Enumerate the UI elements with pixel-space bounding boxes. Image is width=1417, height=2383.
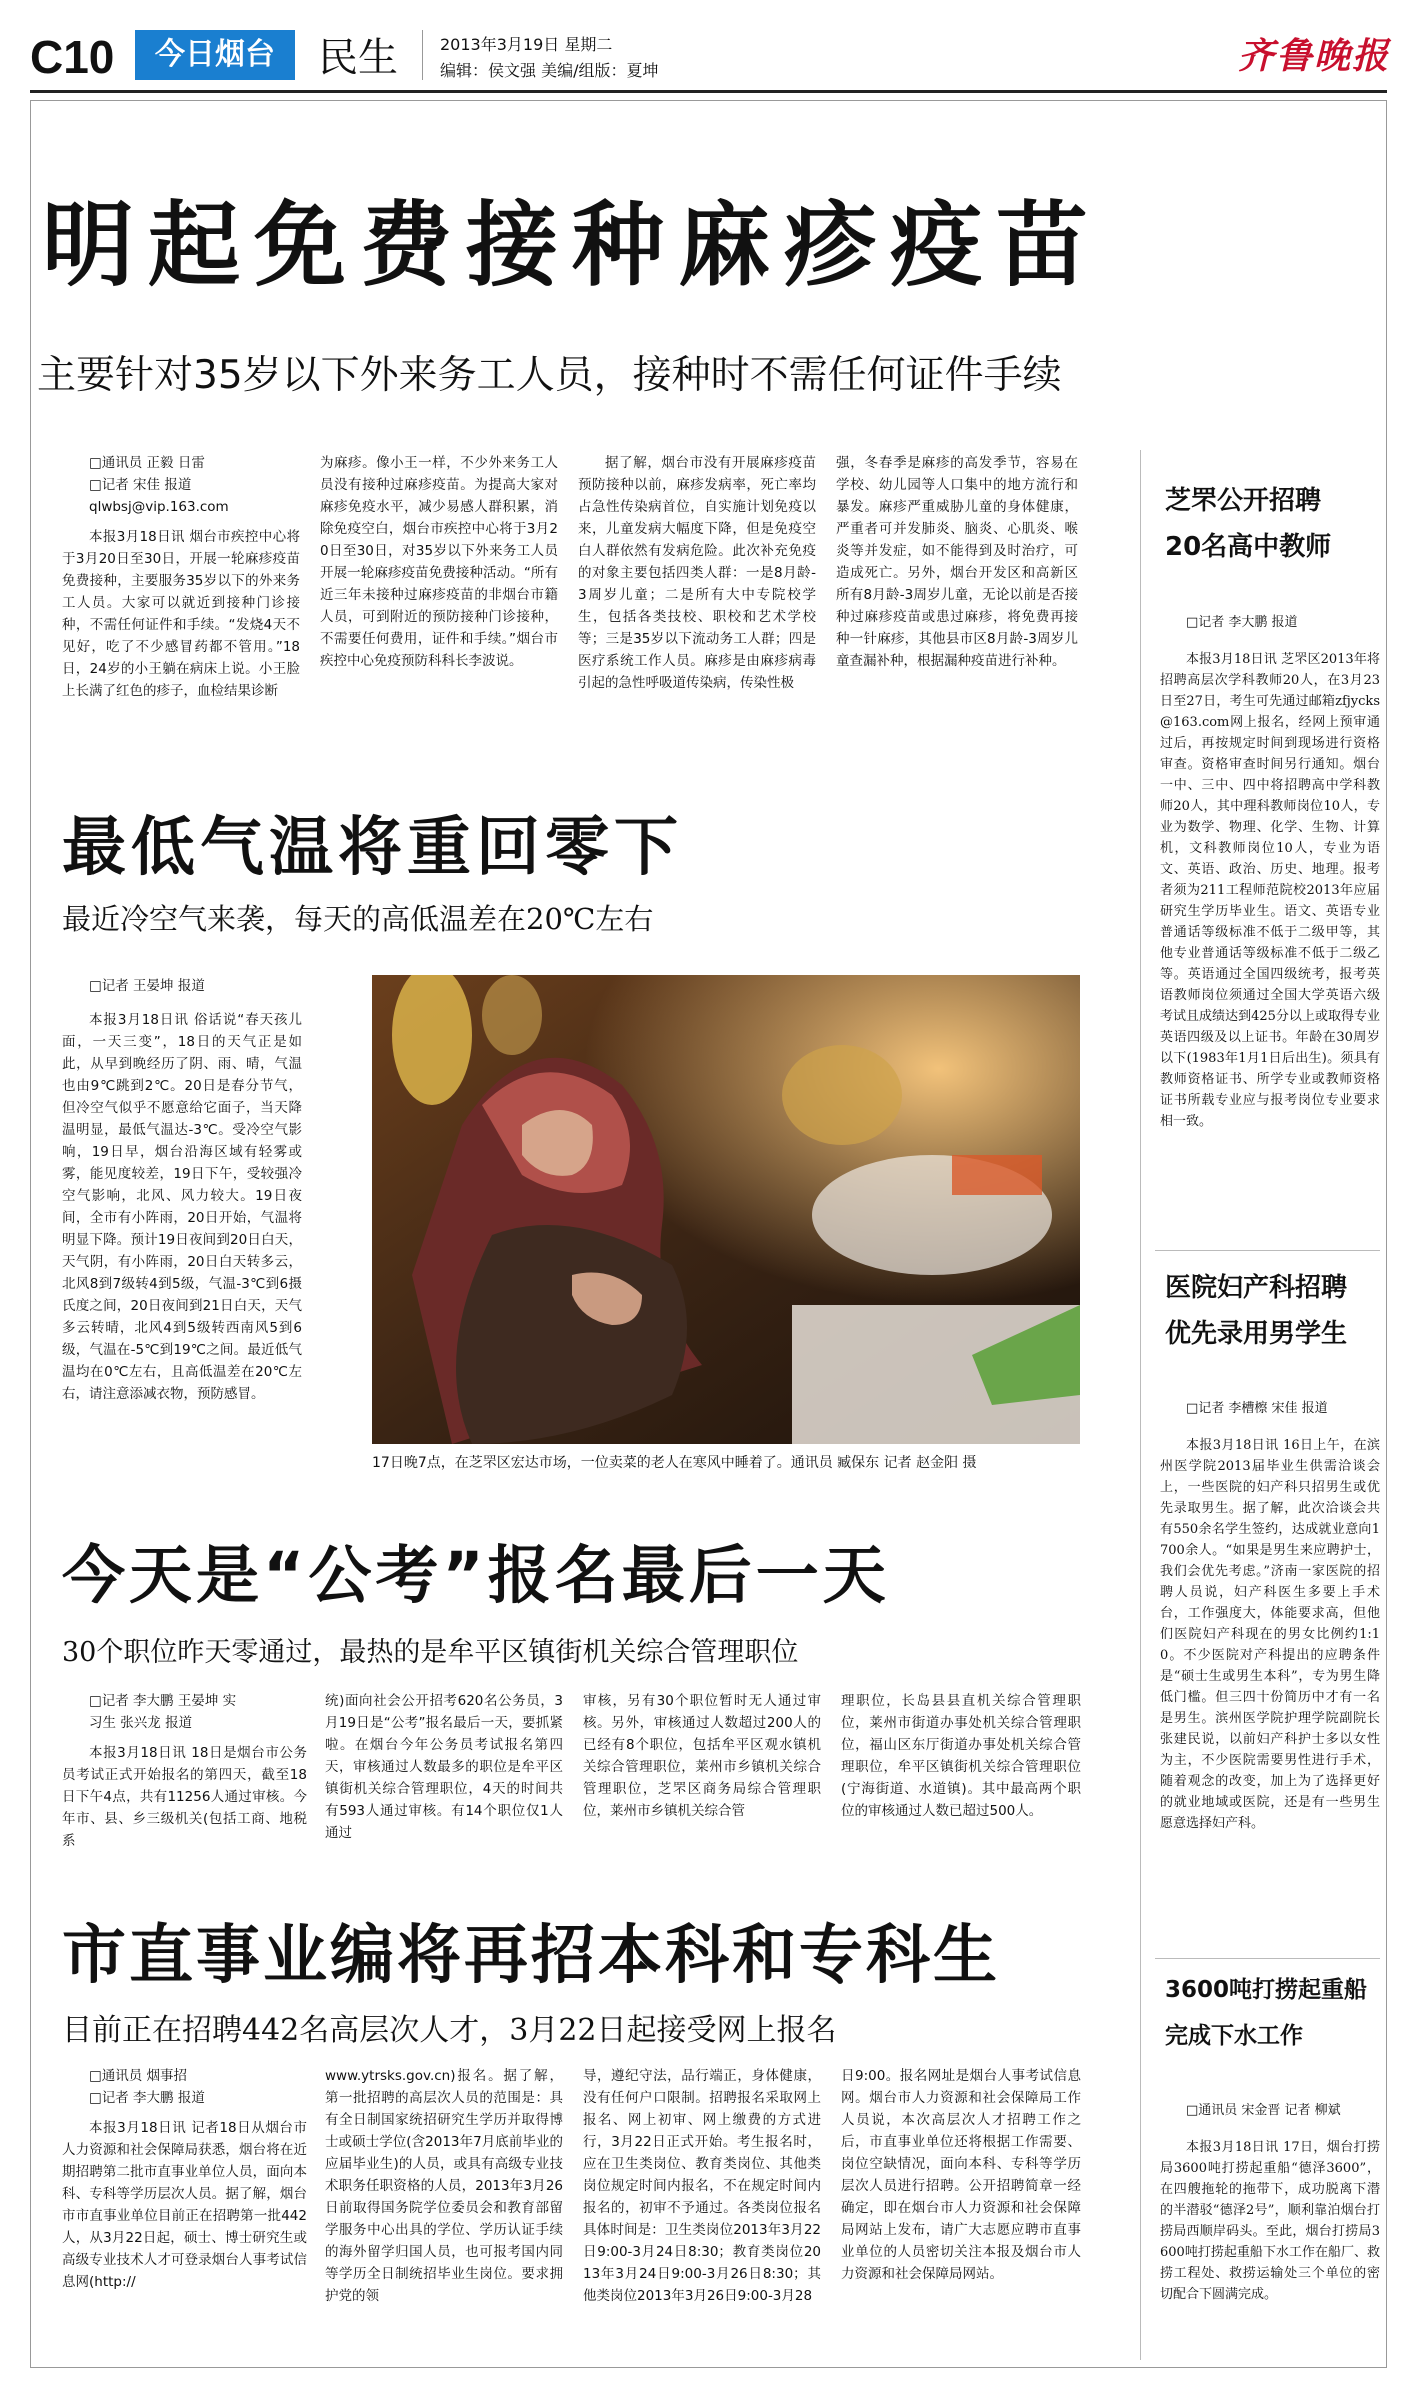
- article4-column-1: [62, 2065, 307, 2355]
- article-text: 本报3月18日讯 18日是烟台市公务员考试正式开始报名的第四天，截至18日下午4点，共有11256人通过审核。今年市、县、乡三级机关(包括工商、地税系: [62, 1745, 307, 1849]
- article1-column-3: [578, 452, 816, 752]
- article-text: 本报3月18日讯 16日上午，在滨州医学院2013届毕业生供需洽谈会上，一些医院的妇产科只招男生或优先录取男生。据了解，此次洽谈会共有550余名学生签约，达成就业意向1700余人。“如果是男生来应聘护士，我们会优先考虑。”济南一家医院的招聘人员说，妇产科医生多要上手术台，工作强度大，体能要求高，但他们医院妇产科现在的男女比例约1:10。不少医院对产科提出的应聘条件是“硕士生或男生本科”，专为男生降低门槛。但三四十份简历中才有一名是男生。滨州医学院护理学院副院长张建民说，以前妇产科护士多以女性为主，不少医院需要男性进行手术，随着观念的改变，加上为了选择更好的就业地域或医院，还是有一些男生愿意选择妇产科。: [1160, 1438, 1380, 1831]
- byline: □记者 李大鹏 王晏坤 实: [89, 1693, 237, 1709]
- byline: □记者 李大鹏 报道: [89, 2090, 205, 2106]
- byline: □记者 王晏坤 报道: [89, 978, 205, 994]
- headline-measles-vaccine: 明起免费接种麻疹疫苗: [42, 192, 1103, 299]
- article-text: 日9:00。报名网址是烟台人事考试信息网。烟台市人力资源和社会保障局工作人员说，本次高层次人才招聘工作之后，市直事业单位还将根据工作需要、岗位空缺情况，面向本科、专科等学历层次人员进行招聘。公开招聘简章一经确定，即在烟台市人力资源和社会保障局网站上发布，请广大志愿应聘市直事业单位的人员密切关注本报及烟台市人力资源和社会保障局网站。: [841, 2068, 1081, 2282]
- byline: □通讯员 正毅 日雷: [89, 455, 205, 471]
- header-meta: [440, 32, 658, 84]
- header-divider: [422, 30, 423, 80]
- article-text: 导，遵纪守法，品行端正，身体健康，没有任何户口限制。招聘报名采取网上报名、网上初审、网上缴费的方式进行，3月22日正式开始。考生报名时，应在卫生类岗位、教育类岗位、其他类岗位规定时间内报名，不在规定时间内报名的，初审不予通过。各类岗位报名具体时间是：卫生类岗位2013年3月22日9:00-3月24日8:30；教育类岗位2013年3月24日9:00-3月26日8:30；其他类岗位2013年3月26日9:00-3月28: [583, 2068, 821, 2304]
- article3-column-1: [62, 1690, 307, 1870]
- headline-civil-exam: 今天是“公考”报名最后一天: [62, 1539, 890, 1612]
- article-text: 统)面向社会公开招考620名公务员，3月19日是“公考”报名最后一天，要抓紧啦。在烟台今年公务员考试报名第四天，审核通过人数最多的职位是牟平区镇街机关综合管理职位，4天的时间共有593人通过审核。有14个职位仅1人通过: [325, 1693, 563, 1841]
- sidebar-title-line: 3600吨打捞起重船: [1165, 1977, 1368, 2003]
- section-badge: 今日烟台: [135, 30, 295, 80]
- sidebar-separator: [1155, 1250, 1380, 1251]
- article-text: 本报3月18日讯 芝罘区2013年将招聘高层次学科教师20人，在3月23日至27日，考生可先通过邮箱zfjycks@163.com网上报名，经网上预审通过后，再按规定时间到现场进行资格审查。资格审查时间另行通知。烟台一中、三中、四中将招聘高中学科教师20人，其中理科教师岗位10人，专业为数学、物理、化学、生物、计算机，文科教师岗位10人，专业为语文、英语、政治、历史、地理。报考者须为211工程师范院校2013年应届研究生学历毕业生。语文、英语专业普通话等级标准不低于二级甲等，其他专业普通话等级标准不低于二级乙等。英语通过全国四级统考，报考英语教师岗位须通过全国大学英语六级考试且成绩达到425分以上或取得专业英语四级及以上证书。年龄在30周岁以下(1983年1月1日后出生)。须具有教师资格证书、所学专业或教师资格证书所载专业应与报考岗位专业要求相一致。: [1160, 652, 1380, 1129]
- byline: □记者 宋佳 报道: [89, 477, 192, 493]
- article4-column-3: [583, 2065, 821, 2355]
- photo-illustration: [372, 975, 1080, 1444]
- article-text: 本报3月18日讯 17日，烟台打捞局3600吨打捞起重船“德泽3600”，在四艘拖轮的拖带下，成功脱离下潜的半潜驳“德泽2号”，顺利靠泊烟台打捞局西顺岸码头。至此，烟台打捞局3600吨打捞起重船下水工作在船厂、救捞工程处、救捞运输处三个单位的密切配合下圆满完成。: [1160, 2140, 1380, 2302]
- byline: □记者 李槽檫 宋佳 报道: [1186, 1401, 1328, 1416]
- header-rule: [30, 90, 1387, 93]
- article-text: 本报3月18日讯 烟台市疾控中心将于3月20日至30日，开展一轮麻疹疫苗免费接种，主要服务35岁以下的外来务工人员。大家可以就近到接种门诊接种，不需任何证件和手续。“发烧4天不见好，吃了不少感冒药都不管用。”18日，24岁的小王躺在病床上说。小王脸上长满了红色的疹子，血检结果诊断: [62, 529, 300, 699]
- byline: □记者 李大鹏 报道: [1186, 615, 1298, 630]
- article3-column-4: [841, 1690, 1081, 1870]
- sidebar-title-line: 芝罘公开招聘: [1165, 486, 1322, 516]
- subhead-temperature: 最近冷空气来袭，每天的高低温差在20℃左右: [62, 902, 654, 936]
- sidebar-article-hospital: [1160, 1398, 1380, 1938]
- headline-public-institutions: 市直事业编将再招本科和专科生: [62, 1919, 1000, 1993]
- subhead-public-institutions: 目前正在招聘442名高层次人才，3月22日起接受网上报名: [62, 2013, 837, 2048]
- article-text: 审核，另有30个职位暂时无人通过审核。另外，审核通过人数超过200人的已经有8个职位，包括牟平区观水镇机关综合管理职位，莱州市乡镇机关综合管理职位，芝罘区商务局综合管理职位，莱州市乡镇机关综合管: [583, 1693, 821, 1819]
- byline: □通讯员 宋金晋 记者 柳斌: [1186, 2103, 1341, 2118]
- article-text: 理职位，长岛县县直机关综合管理职位，莱州市街道办事处机关综合管理职位，福山区东厅街道办事处机关综合管理职位，牟平区镇街机关综合管理职位(宁海街道、水道镇)。其中最高两个职位的审核通过人数已超过500人。: [841, 1693, 1081, 1819]
- sidebar-article-teachers: [1160, 612, 1380, 1232]
- byline: 习生 张兴龙 报道: [89, 1715, 193, 1731]
- sidebar-article-crane-ship: [1160, 2100, 1380, 2360]
- article1-column-4: [836, 452, 1078, 752]
- sidebar-title-line: 20名高中教师: [1165, 532, 1332, 562]
- photo-caption: 17日晚7点，在芝罘区宏达市场，一位卖菜的老人在寒风中睡着了。通讯员 臧保东 记者 赵金阳 摄: [372, 1455, 977, 1471]
- sidebar-separator: [1155, 1958, 1380, 1959]
- sidebar-divider: [1140, 450, 1141, 2360]
- sidebar-title-line: 医院妇产科招聘: [1165, 1273, 1348, 1303]
- subhead-civil-exam: 30个职位昨天零通过，最热的是牟平区镇街机关综合管理职位: [62, 1637, 799, 1668]
- sidebar-title-line: 完成下水工作: [1165, 2023, 1303, 2049]
- sidebar-title-hospital: [1165, 1265, 1347, 1357]
- article3-column-3: [583, 1690, 821, 1870]
- article-text: 本报3月18日讯 记者18日从烟台市人力资源和社会保障局获悉，烟台将在近期招聘第二批市直事业单位人员，面向本科、专科等学历层次人员。据了解，烟台市市直事业单位目前正在招聘第一批442人，从3月22日起，硕士、博士研究生或高级专业技术人才可登录烟台人事考试信息网(http://: [62, 2120, 307, 2290]
- article-text: 本报3月18日讯 俗话说“春天孩儿面，一天三变”，18日的天气正是如此，从早到晚经历了阴、雨、晴，气温也由9℃跳到2℃。20日是春分节气，但冷空气似乎不愿意给它面子，当天降温明显，最低气温达-3℃。受冷空气影响，19日早，烟台沿海区域有轻雾或雾，能见度较差，19日下午，受较强冷空气影响，北风、风力较大。19日夜间，全市有小阵雨，20日开始，气温将明显下降。预计19日夜间到20日白天，天气阴，有小阵雨，20日白天转多云，北风8到7级转4到5级，气温-3℃到6摄氏度之间，20日夜间到21日白天，天气多云转晴，北风4到5级转西南风5到6级，气温在-5℃到19℃之间。最近低气温均在0℃左右，且高低温差在20℃左右，请注意添减衣物，预防感冒。: [62, 1012, 302, 1402]
- article-text: 据了解，烟台市没有开展麻疹疫苗预防接种以前，麻疹发病率，死亡率均占急性传染病首位，自实施计划免疫以来，儿童发病大幅度下降，但是免疫空白人群依然有发病危险。此次补充免疫的对象主要包括四类人群：一是8月龄-3周岁儿童；二是所有大中专院校学生，包括各类技校、职校和艺术学校等；三是35岁以下流动务工人群；四是医疗系统工作人员。麻疹是由麻疹病毒引起的急性呼吸道传染病，传染性极: [578, 455, 816, 691]
- article1-column-2: [320, 452, 558, 752]
- sidebar-title-crane-ship: [1165, 1967, 1367, 2059]
- date-line: 2013年3月19日 星期二: [440, 35, 613, 54]
- article-text: 为麻疹。像小王一样，不少外来务工人员没有接种过麻疹疫苗。为提高大家对麻疹免疫水平，减少易感人群积累，消除免疫空白，烟台市疾控中心将于3月20日至30日，对35岁以下外来务工人员开展一轮麻疹疫苗免费接种活动。“所有近三年未接种过麻疹疫苗的非烟台市籍人员，可到附近的预防接种门诊接种，不需要任何费用，证件和手续。”烟台市疾控中心免疫预防科科长李波说。: [320, 455, 558, 669]
- editors-line: 编辑：侯文强 美编/组版：夏坤: [440, 61, 659, 80]
- article4-column-2: [325, 2065, 563, 2355]
- masthead-logo: 齐鲁晚报: [1238, 35, 1391, 77]
- reporter-email: qlwbsj@vip.163.com: [89, 499, 229, 515]
- page-number: C10: [30, 31, 115, 83]
- news-photo-elderly-vendor: [372, 975, 1080, 1444]
- article4-column-4: [841, 2065, 1081, 2355]
- subhead-measles-vaccine: 主要针对35岁以下外来务工人员，接种时不需任何证件手续: [37, 353, 1062, 398]
- sidebar-title-line: 优先录用男学生: [1165, 1319, 1348, 1349]
- article-text: 强，冬春季是麻疹的高发季节，容易在学校、幼儿园等人口集中的地方流行和暴发。麻疹严重威胁儿童的身体健康，严重者可并发肺炎、脑炎、心肌炎、喉炎等并发症，如不能得到及时治疗，可造成死亡。另外，烟台开发区和高新区所有8月龄-3周岁儿童，无论以前是否接种过麻疹疫苗或患过麻疹，将免费再接种一针麻疹，其他县市区8月龄-3周岁儿童查漏补种，根据漏种疫苗进行补种。: [836, 455, 1078, 669]
- sidebar-title-teachers: [1165, 478, 1331, 570]
- headline-temperature: 最低气温将重回零下: [62, 811, 683, 885]
- article-text: www.ytrsks.gov.cn)报名。据了解，第一批招聘的高层次人员的范围是：具有全日制国家统招研究生学历并取得博士或硕士学位(含2013年7月底前毕业的应届毕业生)的人员，或具有高级专业技术职务任职资格的人员，2013年3月26日前取得国务院学位委员会和教育部留学服务中心出具的学位、学历认证手续的海外留学归国人员，也可报考国内同等学历全日制统招毕业生岗位。要求拥护党的领: [325, 2068, 563, 2304]
- byline: □通讯员 烟事招: [89, 2068, 188, 2084]
- subsection-title: 民生: [318, 35, 398, 81]
- article3-column-2: [325, 1690, 563, 1870]
- article2-column: [62, 975, 302, 1465]
- article1-column-1: [62, 452, 300, 752]
